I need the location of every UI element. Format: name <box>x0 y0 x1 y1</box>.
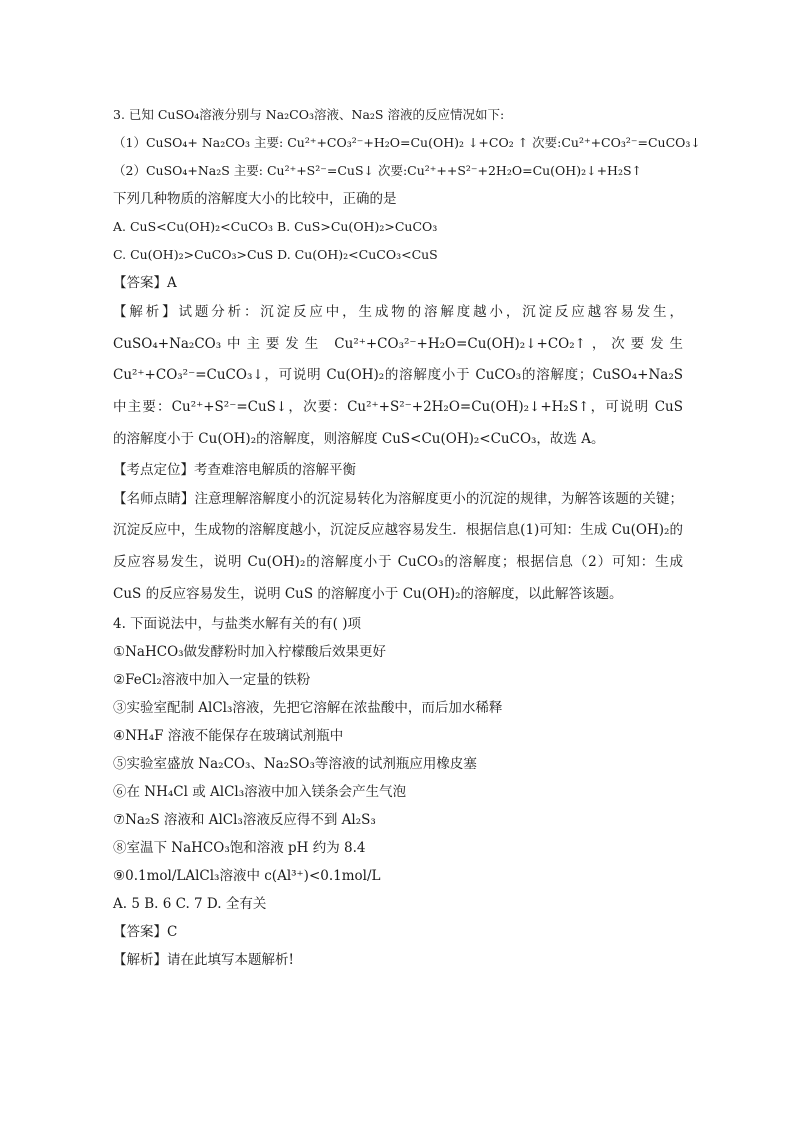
q4-item: ⑦Na₂S 溶液和 AlCl₃溶液反应得不到 Al₂S₃ <box>113 812 376 829</box>
document-body <box>113 101 701 974</box>
q3-analysis: 【解析】试题分析：沉淀反应中，生成物的溶解度越小，沉淀反应越容易发生，CuSO₄+Na₂CO₃中主要发生 Cu²⁺+CO₃²⁻+H₂O=Cu(OH)₂↓+CO₂↑，次要发生 Cu²⁺+CO₃²⁻=CuCO₃↓，可说明 Cu(OH)₂的溶解度小于 CuCO₃的溶解度；CuSO₄+Na₂S 中主要：Cu²⁺+S²⁻=CuS↓，次要：Cu²⁺+S²⁻+2H₂O=Cu(OH)₂↓+H₂S↑，可说明 CuS 的溶解度小于 Cu(OH)₂的溶解度，则溶解度 CuS<Cu(OH)₂<CuCO₃，故选 A。 <box>113 304 683 447</box>
q4-item: ②FeCl₂溶液中加入一定量的铁粉 <box>113 672 311 689</box>
q4-item: ⑤实验室盛放 Na₂CO₃、Na₂SO₃等溶液的试剂瓶应用橡皮塞 <box>113 756 477 773</box>
q3-mingshi: 【名师点睛】注意理解溶解度小的沉淀易转化为溶解度更小的沉淀的规律，为解答该题的关键；沉淀反应中，生成物的溶解度越小，沉淀反应越容易发生．根据信息(1)可知：生成 Cu(OH)₂的反应容易发生，说明 Cu(OH)₂的溶解度小于 CuCO₃的溶解度；根据信息（2）可知：生成 CuS 的反应容易发生，说明 CuS 的溶解度小于 Cu(OH)₂的溶解度，以此解答该题。 <box>113 490 683 602</box>
q3-answer: 【答案】A <box>113 275 177 291</box>
q4-item: ⑧室温下 NaHCO₃饱和溶液 pH 约为 8.4 <box>113 840 366 857</box>
q4-answer: 【答案】C <box>113 924 178 941</box>
q4-options: A. 5 B. 6 C. 7 D. 全有关 <box>113 896 267 913</box>
q4-item: ④NH₄F 溶液不能保存在玻璃试剂瓶中 <box>113 728 344 745</box>
q3-stem: 下列几种物质的溶解度大小的比较中，正确的是 <box>113 191 397 207</box>
q3-options-cd: C. Cu(OH)₂>CuCO₃>CuS D. Cu(OH)₂<CuCO₃<CuS <box>113 247 438 262</box>
q3-options-ab: A. CuS<Cu(OH)₂<CuCO₃ B. CuS>Cu(OH)₂>CuCO₃ <box>113 219 438 234</box>
q3-case-2: （2）CuSO₄+Na₂S 主要: Cu²⁺+S²⁻=CuS↓ 次要:Cu²⁺++S²⁻+2H₂O=Cu(OH)₂↓+H₂S↑ <box>113 163 642 178</box>
q3-kaodian: 【考点定位】考查难溶电解质的溶解平衡 <box>113 461 356 478</box>
q3-case-1: （1）CuSO₄+ Na₂CO₃ 主要: Cu²⁺+CO₃²⁻+H₂O=Cu(OH)₂ ↓+CO₂ ↑ 次要:Cu²⁺+CO₃²⁻=CuCO₃↓ <box>113 135 701 150</box>
q4-item: ⑨0.1mol/LAlCl₃溶液中 c(Al³⁺)<0.1mol/L <box>113 868 381 885</box>
q4-item: ⑥在 NH₄Cl 或 AlCl₃溶液中加入镁条会产生气泡 <box>113 784 407 801</box>
q4-title: 4. 下面说法中，与盐类水解有关的有( )项 <box>113 616 361 633</box>
q4-item: ①NaHCO₃做发酵粉时加入柠檬酸后效果更好 <box>113 644 387 661</box>
q4-item: ③实验室配制 AlCl₃溶液，先把它溶解在浓盐酸中，而后加水稀释 <box>113 700 503 717</box>
q4-analysis: 【解析】请在此填写本题解析! <box>113 952 294 969</box>
q3-title: 3. 已知 CuSO₄溶液分别与 Na₂CO₃溶液、Na₂S 溶液的反应情况如下: <box>113 107 505 122</box>
